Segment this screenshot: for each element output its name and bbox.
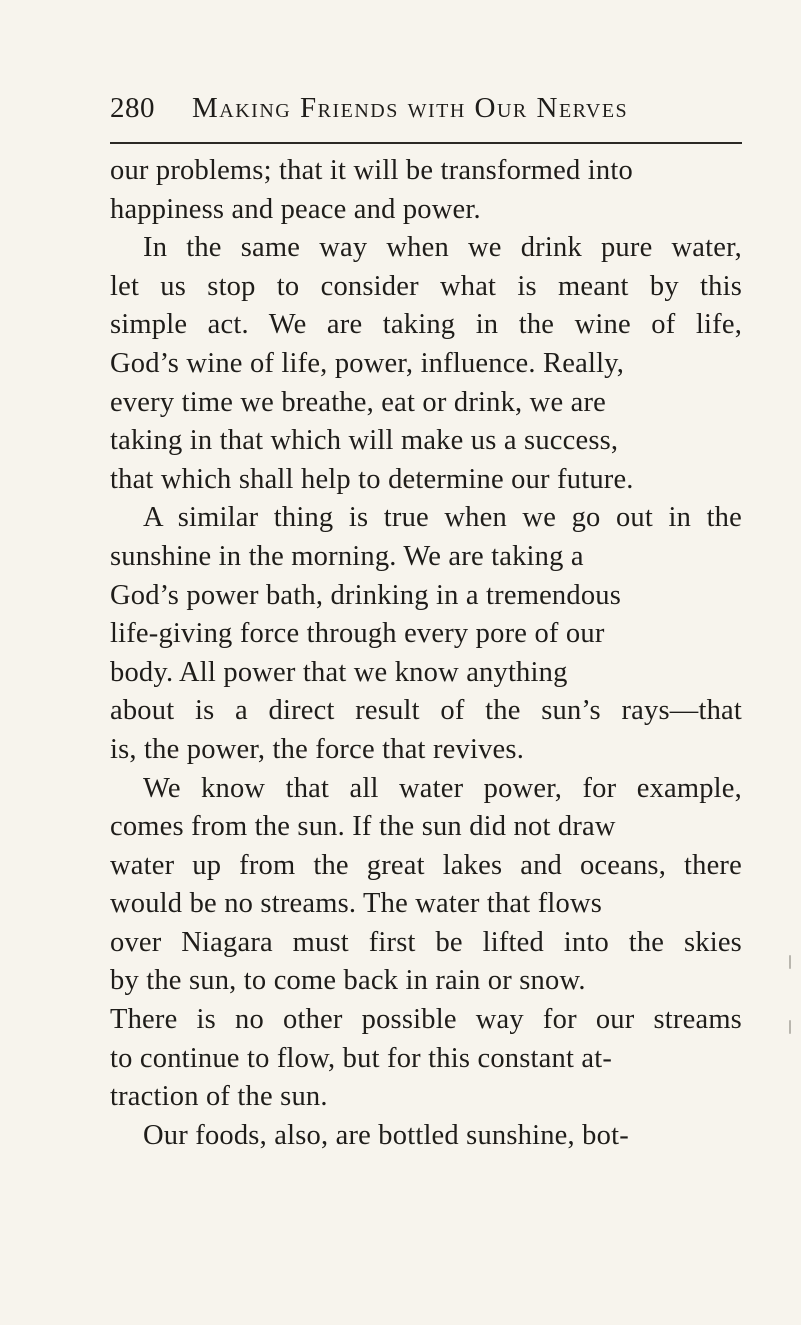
text-line: In the same way when we drink pure water, xyxy=(143,232,742,264)
body-text xyxy=(110,152,760,1155)
text-line: is, the power, the force that revives. xyxy=(110,733,525,765)
paper-speck xyxy=(789,1020,791,1034)
text-line: traction of the sun. xyxy=(110,1081,328,1113)
text-line: our problems; that it will be transformed into xyxy=(110,155,633,186)
text-line: Our foods, also, are bottled sunshine, bot- xyxy=(143,1119,629,1151)
text-line: water up from the great lakes and oceans, there xyxy=(110,849,742,881)
header-rule xyxy=(110,142,742,144)
page-number: 280 xyxy=(110,92,155,124)
text-line: happiness and peace and power. xyxy=(110,193,481,225)
text-line: taking in that which will make us a success, xyxy=(110,425,619,457)
text-line: would be no streams. The water that flows xyxy=(110,888,603,920)
text-line: sunshine in the morning. We are taking a xyxy=(110,540,584,572)
text-line: by the sun, to come back in rain or snow. xyxy=(110,965,586,997)
text-line: God’s power bath, drinking in a tremendous xyxy=(110,579,622,611)
text-line: let us stop to consider what is meant by this xyxy=(110,270,743,302)
text-line: body. All power that we know anything xyxy=(110,656,568,688)
text-line: We know that all water power, for example, xyxy=(143,772,742,804)
text-line: A similar thing is true when we go out in the xyxy=(143,502,742,534)
text-line: every time we breathe, eat or drink, we are xyxy=(110,386,607,418)
text-line: that which shall help to determine our future. xyxy=(110,463,634,495)
page-header xyxy=(110,92,740,132)
paper-speck xyxy=(789,955,791,969)
text-line: God’s wine of life, power, influence. Really, xyxy=(110,347,625,379)
text-line: to continue to flow, but for this constant at- xyxy=(110,1042,613,1074)
text-line: about is a direct result of the sun’s rays—that xyxy=(110,695,743,727)
text-line: simple act. We are taking in the wine of life, xyxy=(110,309,743,341)
text-line: over Niagara must first be lifted into the skies xyxy=(110,926,742,958)
text-line: comes from the sun. If the sun did not draw xyxy=(110,811,616,843)
running-title: Making Friends with Our Nerves xyxy=(192,92,629,124)
text-line: There is no other possible way for our streams xyxy=(110,1004,742,1036)
text-line: life-giving force through every pore of our xyxy=(110,618,605,650)
